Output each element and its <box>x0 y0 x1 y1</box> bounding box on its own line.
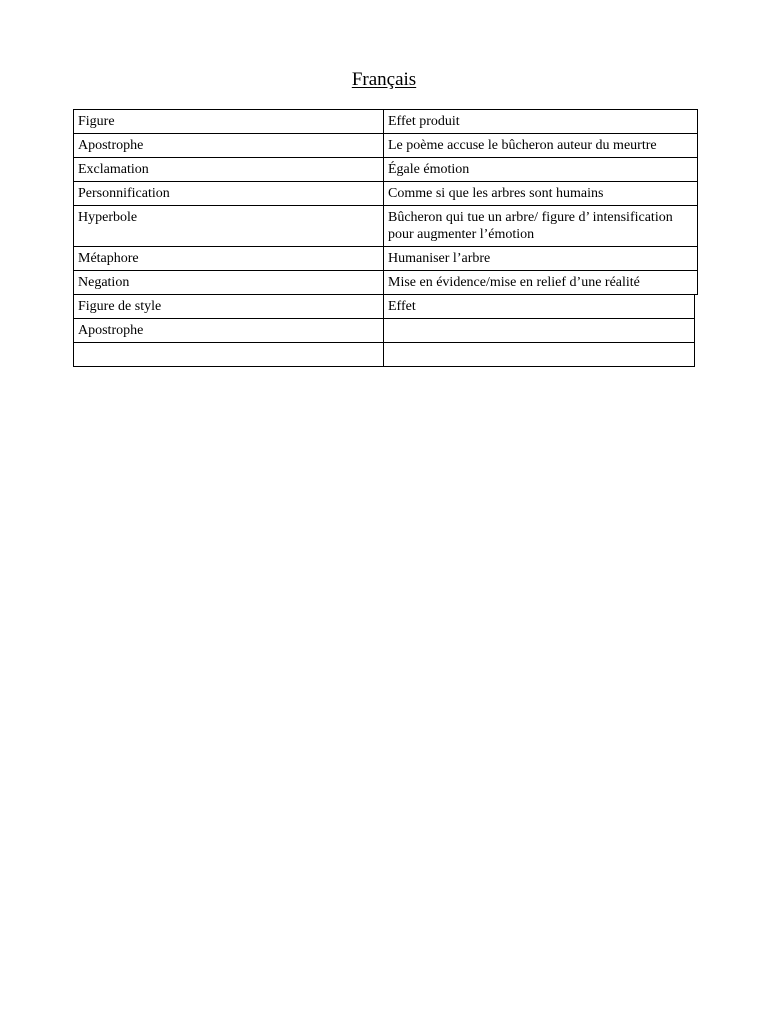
figure-cell: Hyperbole <box>74 206 384 247</box>
effect-cell <box>384 343 695 367</box>
page-title: Français <box>351 69 417 90</box>
figure-cell: Apostrophe <box>74 134 384 158</box>
figure-cell: Exclamation <box>74 158 384 182</box>
figure-cell: Apostrophe <box>74 319 384 343</box>
effect-cell: Bûcheron qui tue un arbre/ figure d’ intensification pour augmenter l’émotion <box>384 206 698 247</box>
table-row <box>74 343 695 367</box>
effect-cell: Égale émotion <box>384 158 698 182</box>
figure-cell: Métaphore <box>74 247 384 271</box>
effect-cell <box>384 319 695 343</box>
table-header-row <box>74 295 695 319</box>
table-row <box>74 134 698 158</box>
table-row <box>74 206 698 247</box>
figure-cell <box>74 343 384 367</box>
header-cell-style-figure: Figure de style <box>74 295 384 319</box>
effect-cell: Comme si que les arbres sont humains <box>384 182 698 206</box>
style-table <box>73 294 695 367</box>
table-row <box>74 319 695 343</box>
header-cell-style-effect: Effet <box>384 295 695 319</box>
header-cell-figure: Figure <box>74 110 384 134</box>
effect-cell: Mise en évidence/mise en relief d’une réalité <box>384 271 698 295</box>
effect-cell: Le poème accuse le bûcheron auteur du meurtre <box>384 134 698 158</box>
figure-cell: Negation <box>74 271 384 295</box>
header-cell-effect: Effet produit <box>384 110 698 134</box>
table-row <box>74 158 698 182</box>
figure-cell: Personnification <box>74 182 384 206</box>
table-header-row <box>74 110 698 134</box>
figures-table <box>73 109 698 295</box>
effect-cell: Humaniser l’arbre <box>384 247 698 271</box>
table-row <box>74 271 698 295</box>
table-row <box>74 182 698 206</box>
table-row <box>74 247 698 271</box>
